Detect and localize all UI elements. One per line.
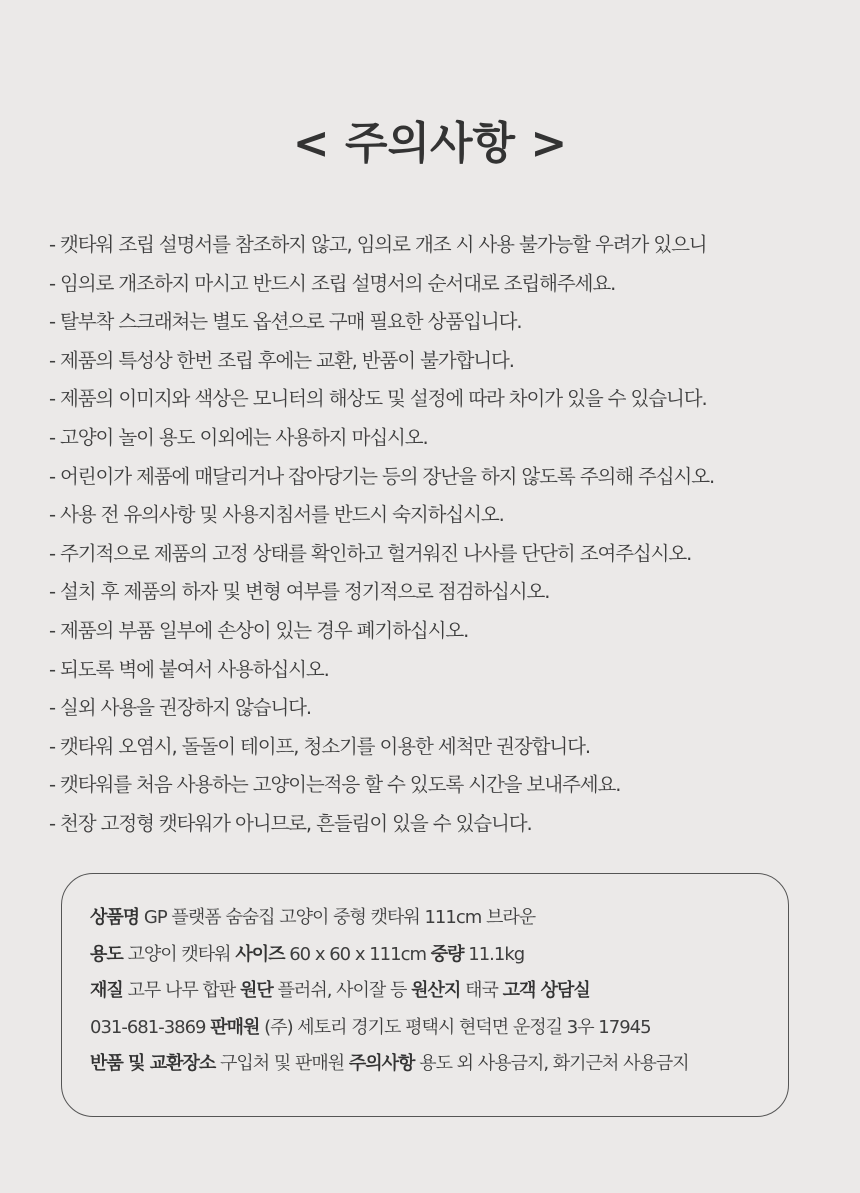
seller-value: (주) 세토리 경기도 평택시 현덕면 운정길 3우 17945: [264, 1016, 651, 1038]
customer-service-label: 고객 상담실: [502, 980, 590, 1001]
fabric-label: 원단: [240, 980, 273, 1001]
notice-item: - 임의로 개조하지 마시고 반드시 조립 설명서의 순서대로 조립해주세요.: [49, 271, 616, 295]
customer-service-phone: 031-681-3869: [90, 1016, 206, 1038]
notice-item: - 천장 고정형 캣타워가 아니므로, 흔들림이 있을 수 있습니다.: [49, 811, 532, 835]
notice-item: - 캣타워 조립 설명서를 참조하지 않고, 임의로 개조 시 사용 불가능할 우려가 있으니: [49, 233, 707, 256]
use-label: 용도: [90, 943, 123, 965]
notice-item: - 되도록 벽에 붙여서 사용하십시오.: [49, 657, 329, 681]
notice-item: - 설치 후 제품의 하자 및 변형 여부를 정기적으로 점검하십시오.: [49, 580, 550, 604]
notice-list: [49, 226, 849, 844]
notice-item: - 실외 사용을 권장하지 않습니다.: [49, 696, 312, 720]
fabric-value: 플러쉬, 사이잘 등: [277, 980, 407, 1001]
origin-value: 태국: [465, 980, 498, 1001]
seller-label: 판매원: [210, 1016, 260, 1038]
notice-item: - 캣타워 오염시, 돌돌이 테이프, 청소기를 이용한 세척만 권장합니다.: [49, 734, 590, 758]
return-value: 구입처 및 판매원: [219, 1053, 345, 1074]
notice-item: - 사용 전 유의사항 및 사용지침서를 반드시 숙지하십시오.: [49, 503, 504, 527]
notice-item: - 제품의 부품 일부에 손상이 있는 경우 폐기하십시오.: [49, 618, 469, 642]
product-info-box: [61, 873, 789, 1117]
use-value: 고양이 캣타워: [127, 943, 231, 965]
size-value: 60 x 60 x 111cm: [289, 943, 427, 965]
size-label: 사이즈: [235, 943, 285, 965]
notice-item: - 주기적으로 제품의 고정 상태를 확인하고 헐거워진 나사를 단단히 조여주십시오.: [49, 541, 692, 565]
product-name-value: GP 플랫폼 숨숨집 고양이 중형 캣타워 111cm 브라운: [143, 907, 536, 928]
caution-label: 주의사항: [348, 1053, 415, 1074]
weight-label: 중량: [430, 943, 464, 965]
page-title: < 주의사항 >: [292, 118, 568, 169]
info-line-return-caution: [90, 1046, 780, 1083]
weight-value: 11.1kg: [468, 943, 525, 965]
return-label: 반품 및 교환장소: [90, 1053, 216, 1074]
notice-item: - 제품의 이미지와 색상은 모니터의 해상도 및 설정에 따라 차이가 있을 수 있습니다.: [49, 387, 707, 411]
material-value: 고무 나무 합판: [127, 980, 236, 1001]
info-line-use-size-weight: [90, 937, 780, 974]
notice-item: - 캣타워를 처음 사용하는 고양이는적응 할 수 있도록 시간을 보내주세요.: [49, 773, 621, 797]
material-label: 재질: [90, 980, 123, 1001]
info-line-phone-seller: [90, 1010, 780, 1047]
product-name-label: 상품명: [90, 907, 140, 928]
notice-item: - 어린이가 제품에 매달리거나 잡아당기는 등의 장난을 하지 않도록 주의해 주십시오.: [49, 464, 715, 488]
info-line-product-name: [90, 900, 780, 937]
notice-item: - 탈부착 스크래쳐는 별도 옵션으로 구매 필요한 상품입니다.: [49, 310, 522, 334]
origin-label: 원산지: [411, 980, 461, 1001]
caution-value: 용도 외 사용금지, 화기근처 사용금지: [419, 1053, 689, 1074]
notice-item: - 고양이 놀이 용도 이외에는 사용하지 마십시오.: [49, 425, 428, 449]
info-line-material-origin: [90, 973, 780, 1010]
notice-item: - 제품의 특성상 한번 조립 후에는 교환, 반품이 불가합니다.: [49, 348, 514, 372]
